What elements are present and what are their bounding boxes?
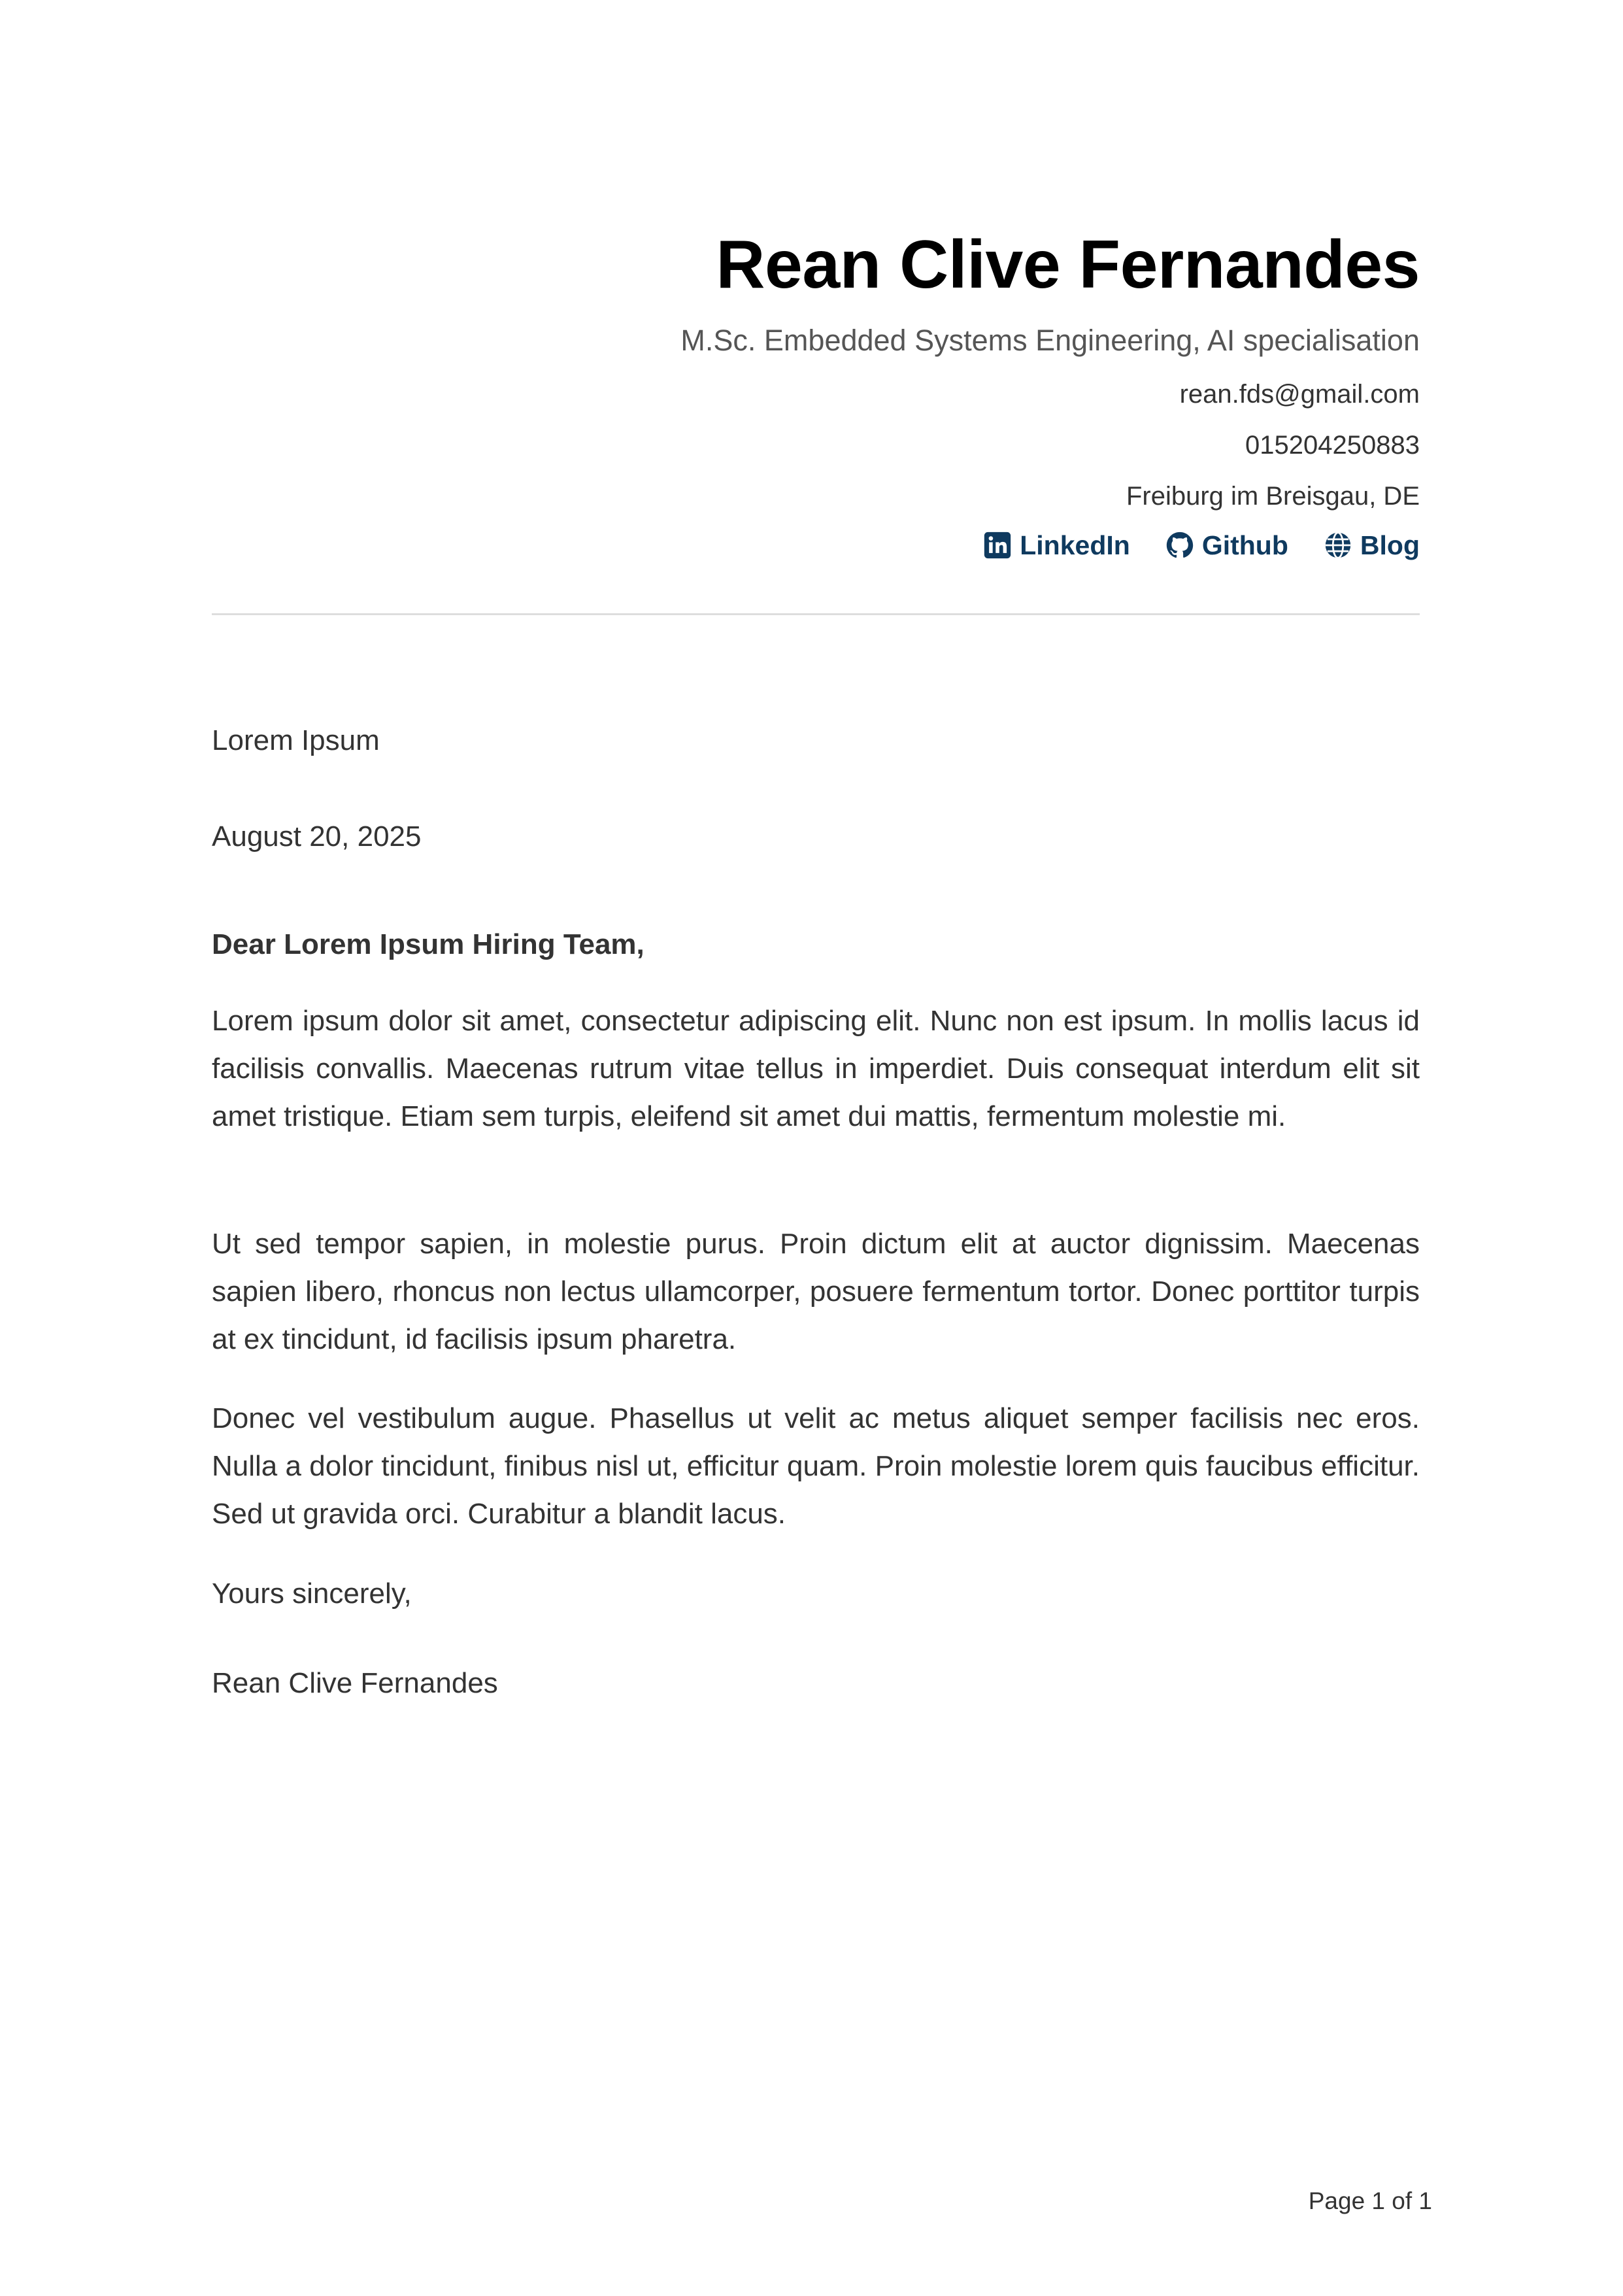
header-divider — [212, 613, 1420, 615]
github-link[interactable] — [1165, 526, 1288, 565]
paragraph-3: Donec vel vestibulum augue. Phasellus ut velit ac metus aliquet semper facilisis nec eros. Nulla a dolor tincidunt, finibus nisl ut, efficitur quam. Proin molestie lorem quis faucibus efficitur. Sed ut gravida orci. Curabitur a blandit lacus. — [212, 1402, 1420, 1530]
sender-location: Freiburg im Breisgau, DE — [1126, 482, 1420, 511]
closing: Yours sincerely, — [212, 1578, 412, 1610]
linkedin-label: LinkedIn — [1020, 530, 1130, 560]
sender-phone[interactable]: 015204250883 — [1245, 431, 1420, 460]
recipient: Lorem Ipsum — [212, 724, 380, 756]
sender-name: Rean Clive Fernandes — [716, 227, 1420, 303]
blog-label: Blog — [1360, 530, 1420, 560]
profile-links — [212, 526, 1420, 565]
letter-header — [212, 216, 1420, 565]
paragraph-1: Lorem ipsum dolor sit amet, consectetur adipiscing elit. Nunc non est ipsum. In mollis lacus id facilisis convallis. Maecenas rutrum vitae tellus in imperdiet. Duis consequat interdum elit sit amet tristique. Etiam sem turpis, eleifend sit amet dui mattis, fermentum molestie mi. — [212, 1005, 1420, 1132]
globe-icon — [1324, 531, 1352, 560]
sender-email[interactable]: rean.fds@gmail.com — [1179, 380, 1420, 409]
linkedin-icon — [983, 531, 1012, 560]
letter-date: August 20, 2025 — [212, 820, 422, 853]
salutation: Dear Lorem Ipsum Hiring Team, — [212, 928, 644, 960]
github-label: Github — [1201, 530, 1288, 560]
signature-name: Rean Clive Fernandes — [212, 1667, 498, 1699]
blog-link[interactable] — [1324, 526, 1420, 565]
linkedin-link[interactable] — [983, 526, 1130, 565]
github-icon — [1165, 531, 1194, 560]
paragraph-2: Ut sed tempor sapien, in molestie purus. Proin dictum elit at auctor dignissim. Maecenas sapien libero, rhoncus non lectus ullamcorper, posuere fermentum tortor. Donec porttitor turpis at ex tincidunt, id facilisis ipsum pharetra. — [212, 1228, 1420, 1355]
sender-title: M.Sc. Embedded Systems Engineering, AI specialisation — [680, 324, 1420, 357]
page-number: Page 1 of 1 — [1308, 2187, 1432, 2214]
